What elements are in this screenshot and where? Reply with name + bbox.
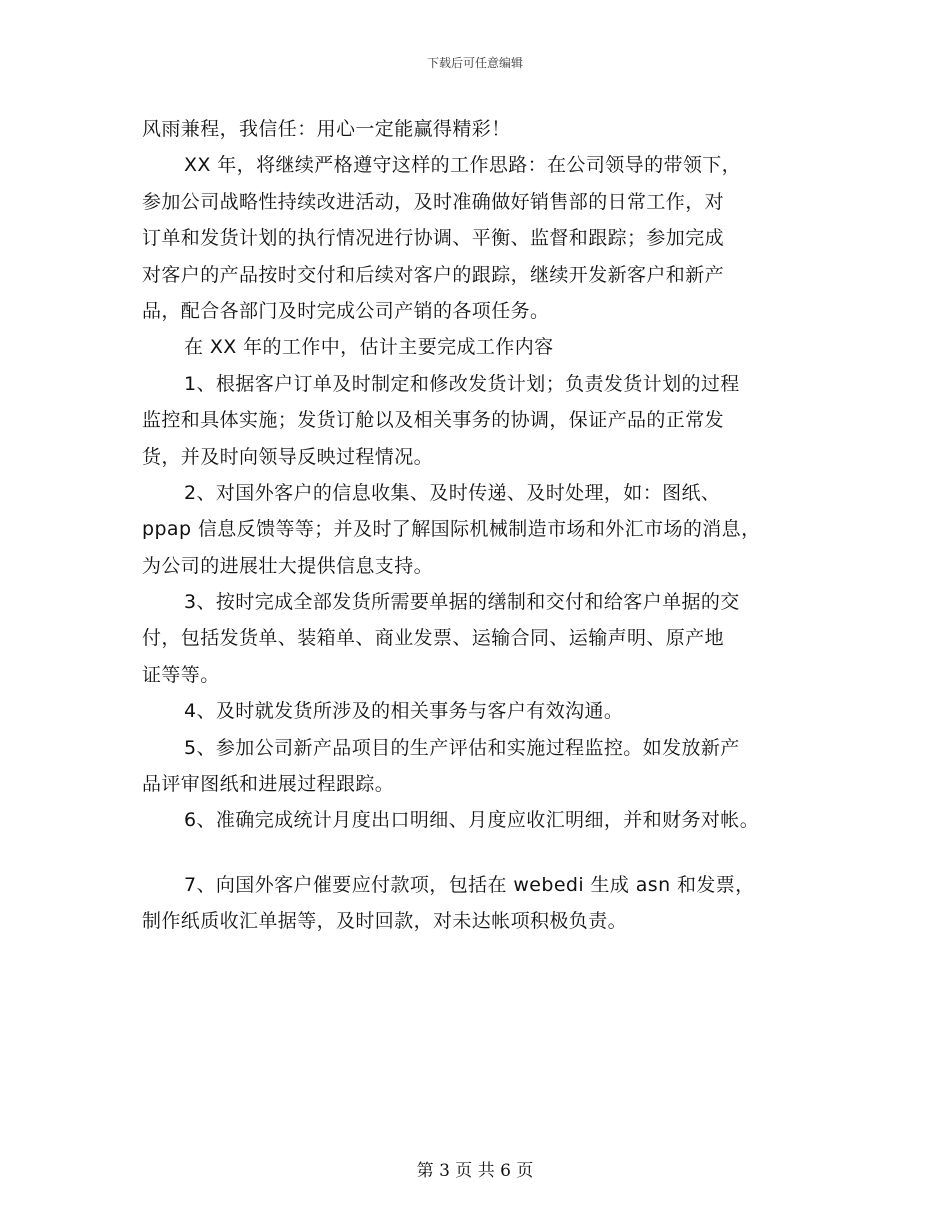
body-line: 品评审图纸和进展过程跟踪。	[142, 773, 395, 796]
body-line: 订单和发货计划的执行情况进行协调、平衡、监督和跟踪；参加完成	[142, 227, 725, 250]
section-heading: 在 XX 年的工作中，估计主要完成工作内容	[184, 336, 554, 359]
body-line: 品，配合各部门及时完成公司产销的各项任务。	[142, 299, 550, 322]
list-item-4: 4、及时就发货所涉及的相关事务与客户有效沟通。	[184, 700, 624, 723]
body-line: 监控和具体实施；发货订舱以及相关事务的协调，保证产品的正常发	[142, 409, 725, 432]
paragraph-first-line: XX 年，将继续严格遵守这样的工作思路：在公司领导的带领下，	[184, 154, 742, 177]
page-header: 下载后可任意编辑	[426, 56, 523, 70]
body-line: 为公司的进展壮大提供信息支持。	[142, 554, 434, 577]
body-line: 付，包括发货单、装箱单、商业发票、运输合同、运输声明、原产地	[142, 627, 725, 650]
list-item-1: 1、根据客户订单及时制定和修改发货计划；负责发货计划的过程	[184, 372, 740, 395]
body-line: 对客户的产品按时交付和后续对客户的跟踪，继续开发新客户和新产	[142, 263, 725, 286]
page-number: 第 3 页 共 6 页	[416, 1161, 534, 1181]
body-line: ppap 信息反馈等等；并及时了解国际机械制造市场和外汇市场的消息，	[142, 518, 761, 541]
body-line: 参加公司战略性持续改进活动，及时准确做好销售部的日常工作，对	[142, 190, 725, 213]
body-line: 证等等。	[142, 663, 220, 686]
list-item-6: 6、准确完成统计月度出口明细、月度应收汇明细，并和财务对帐。	[184, 809, 760, 832]
body-line: 制作纸质收汇单据等，及时回款，对未达帐项积极负责。	[142, 910, 628, 933]
list-item-2: 2、对国外客户的信息收集、及时传递、及时处理，如：图纸、	[184, 481, 721, 504]
list-item-5: 5、参加公司新产品项目的生产评估和实施过程监控。如发放新产	[184, 736, 740, 759]
body-line: 风雨兼程，我信任：用心一定能赢得精彩！	[142, 118, 511, 140]
body-line: 货，并及时向领导反映过程情况。	[142, 445, 434, 468]
paragraph-gap	[142, 839, 832, 867]
list-item-3: 3、按时完成全部发货所需要单据的缮制和交付和给客户单据的交	[184, 591, 740, 614]
list-item-7: 7、向国外客户催要应付款项，包括在 webedi 生成 asn 和发票，	[184, 873, 755, 896]
document-body	[142, 111, 832, 940]
